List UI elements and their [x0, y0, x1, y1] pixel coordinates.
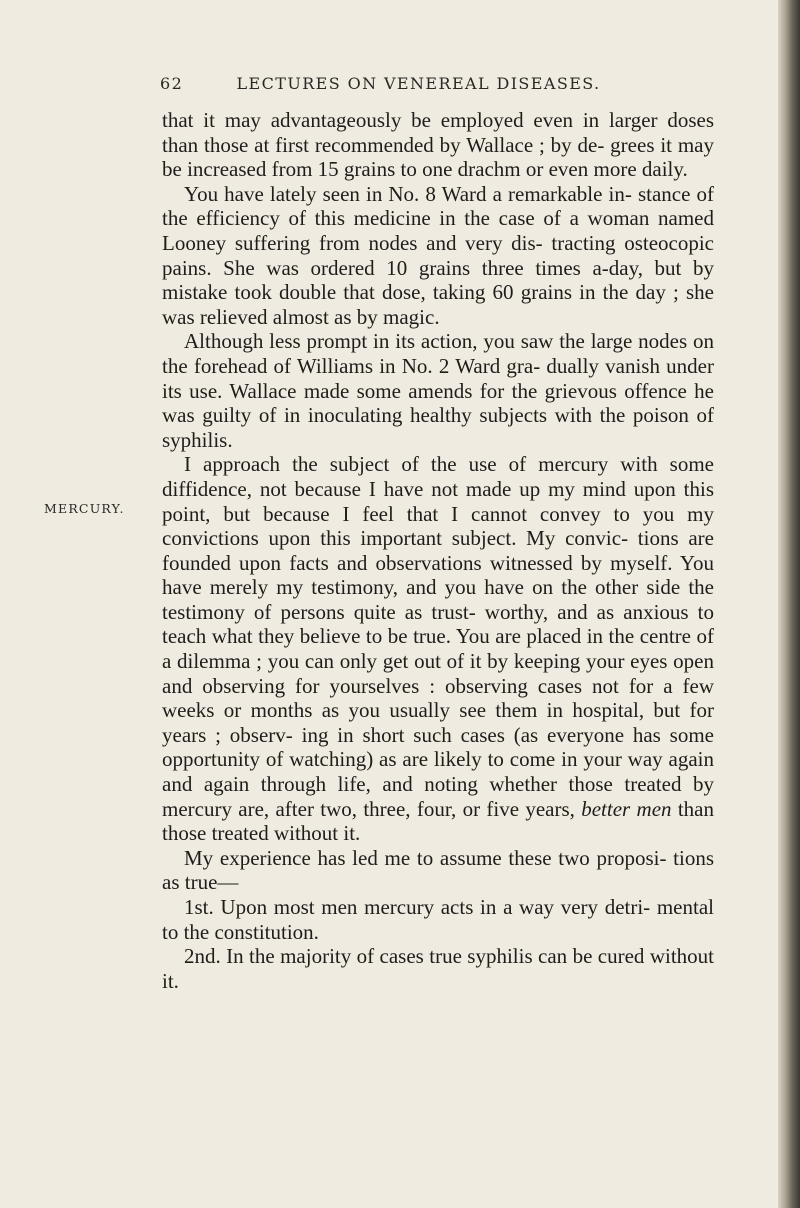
paragraph-williams-case: Although less prompt in its action, you saw the large nodes on the forehead of Williams in No. 2 Ward gra- dually vanish under its use. Wallace made some amends for the grievous offence he was guilty of in inoculating healthy subjects with the poison of syphilis.	[162, 329, 714, 452]
page-number: 62	[160, 74, 184, 93]
margin-note-mercury: MERCURY.	[44, 501, 125, 516]
running-title: LECTURES ON VENEREAL DISEASES.	[236, 74, 601, 93]
running-head	[160, 74, 720, 93]
paragraph-second-proposition: 2nd. In the majority of cases true syphilis can be cured without it.	[162, 944, 714, 993]
emphasis-better-men: better men	[581, 796, 672, 821]
paragraph-mercury	[162, 452, 714, 846]
body-text	[162, 108, 714, 993]
mercury-text-before: I approach the subject of the use of mercury with some diffidence, not because I have not made up my mind upon this point, but because I feel that I cannot convey to you my convictions upon this important subject. My convic- tions are founded upon facts and observations witnessed by myself. You have merely my testimony, and you have on the other side the testimony of persons quite as trust- worthy, and as anxious to teach what they believe to be true. You are placed in the centre of a dilemma ; you can only get out of it by keeping your eyes open and observing for yourselves : observing cases not for a few weeks or months as you usually see them in hospital, but for years ; observ- ing in short such cases (as everyone has some opportunity of watching) as are likely to come in your way again and again through life, and noting whether those treated by mercury are, after two, three, four, or five years,	[162, 452, 714, 821]
page-edge-shadow	[778, 0, 800, 1208]
paragraph-continuation: that it may advantageously be employed even in larger doses than those at first recommended by Wallace ; by de- grees it may be increased from 15 grains to one drachm or even more daily.	[162, 108, 714, 182]
paragraph-looney-case: You have lately seen in No. 8 Ward a remarkable in- stance of the efficiency of this medicine in the case of a woman named Looney suffering from nodes and very dis- tracting osteocopic pains. She was ordered 10 grains three times a-day, but by mistake took double that dose, taking 60 grains in the day ; she was relieved almost as by magic.	[162, 181, 714, 329]
paragraph-propositions: My experience has led me to assume these two proposi- tions as true—	[162, 845, 714, 895]
mercury-text-after: than those treated without it.	[162, 796, 715, 846]
paragraph-first-proposition: 1st. Upon most men mercury acts in a way very detri- mental to the constitution.	[162, 895, 714, 944]
